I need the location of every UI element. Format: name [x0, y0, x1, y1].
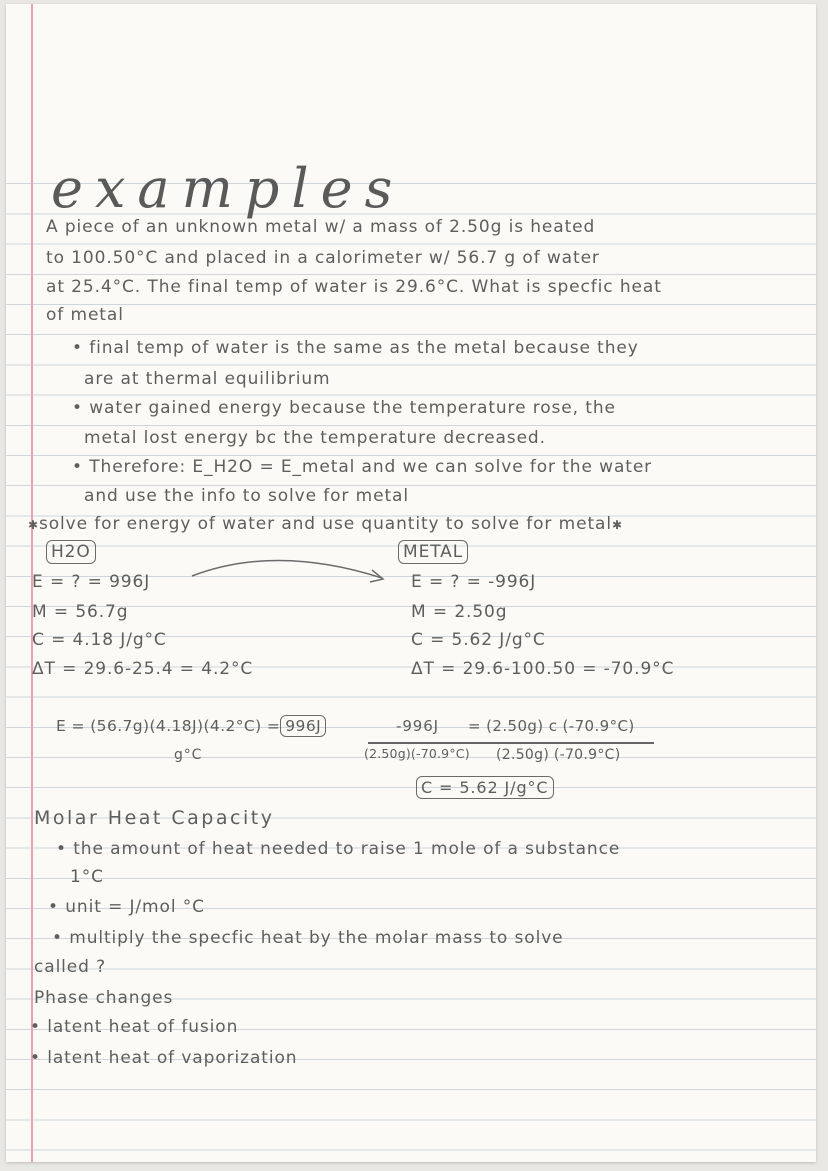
metal-specific-heat-result: C = 5.62 J/g°C: [416, 780, 554, 796]
notebook-page: [6, 4, 816, 1162]
molar-line-1: • the amount of heat needed to raise 1 mole of a substance: [56, 839, 621, 859]
page-title: examples: [51, 157, 405, 220]
water-delta-t: ΔT = 29.6-25.4 = 4.2°C: [32, 659, 254, 679]
metal-mass: M = 2.50g: [411, 602, 508, 622]
bullet-line-6: and use the info to solve for metal: [84, 486, 409, 506]
metal-numerator: -996J: [396, 717, 439, 735]
water-energy-equation: E = (56.7g)(4.18J)(4.2°C) = 996J: [56, 719, 326, 735]
metal-delta-t: ΔT = 29.6-100.50 = -70.9°C: [411, 659, 675, 679]
fraction-bar: [494, 742, 654, 744]
bullet-line-1: • final temp of water is the same as the metal because they: [72, 338, 639, 358]
bullet-line-2: are at thermal equilibrium: [84, 369, 331, 389]
problem-line-2: to 100.50°C and placed in a calorimeter w/ 56.7 g of water: [46, 248, 600, 268]
phase-heading: Phase changes: [34, 988, 174, 1008]
water-mass: M = 56.7g: [32, 602, 129, 622]
bullet-line-4: metal lost energy bc the temperature decreased.: [84, 428, 546, 448]
arrow-icon: [186, 552, 396, 592]
molar-line-2: 1°C: [70, 867, 104, 887]
metal-label: METAL: [398, 544, 468, 561]
phase-line-2: • latent heat of vaporization: [30, 1048, 298, 1068]
water-specific-heat: C = 4.18 J/g°C: [32, 630, 167, 650]
called-line: called ?: [34, 957, 107, 977]
molar-line-4: • multiply the specfic heat by the molar mass to solve: [52, 928, 564, 948]
instruction-line: ✱solve for energy of water and use quantity to solve for metal✱: [28, 514, 623, 534]
metal-specific-heat: C = 5.62 J/g°C: [411, 630, 546, 650]
bullet-line-5: • Therefore: E_H2O = E_metal and we can solve for the water: [72, 457, 653, 477]
metal-denominator-left: (2.50g)(-70.9°C): [364, 746, 470, 761]
star-icon: ✱: [28, 518, 39, 532]
metal-energy: E = ? = -996J: [411, 572, 537, 592]
fraction-bar: [368, 742, 494, 744]
metal-equation-right: = (2.50g) c (-70.9°C): [468, 717, 635, 735]
water-label: H2O: [46, 544, 96, 561]
molar-heading: Molar Heat Capacity: [34, 807, 275, 829]
bullet-line-3: • water gained energy because the temperature rose, the: [72, 398, 616, 418]
problem-line-4: of metal: [46, 305, 124, 325]
problem-line-3: at 25.4°C. The final temp of water is 29.6°C. What is specfic heat: [46, 277, 662, 297]
phase-line-1: • latent heat of fusion: [30, 1017, 239, 1037]
problem-line-1: A piece of an unknown metal w/ a mass of 2.50g is heated: [46, 217, 596, 237]
molar-line-3: • unit = J/mol °C: [48, 897, 205, 917]
water-energy-denominator: g°C: [174, 747, 203, 763]
star-icon: ✱: [611, 518, 623, 532]
water-energy: E = ? = 996J: [32, 572, 151, 592]
water-energy-result: 996J: [280, 715, 326, 737]
metal-denominator-right: (2.50g) (-70.9°C): [496, 747, 621, 763]
